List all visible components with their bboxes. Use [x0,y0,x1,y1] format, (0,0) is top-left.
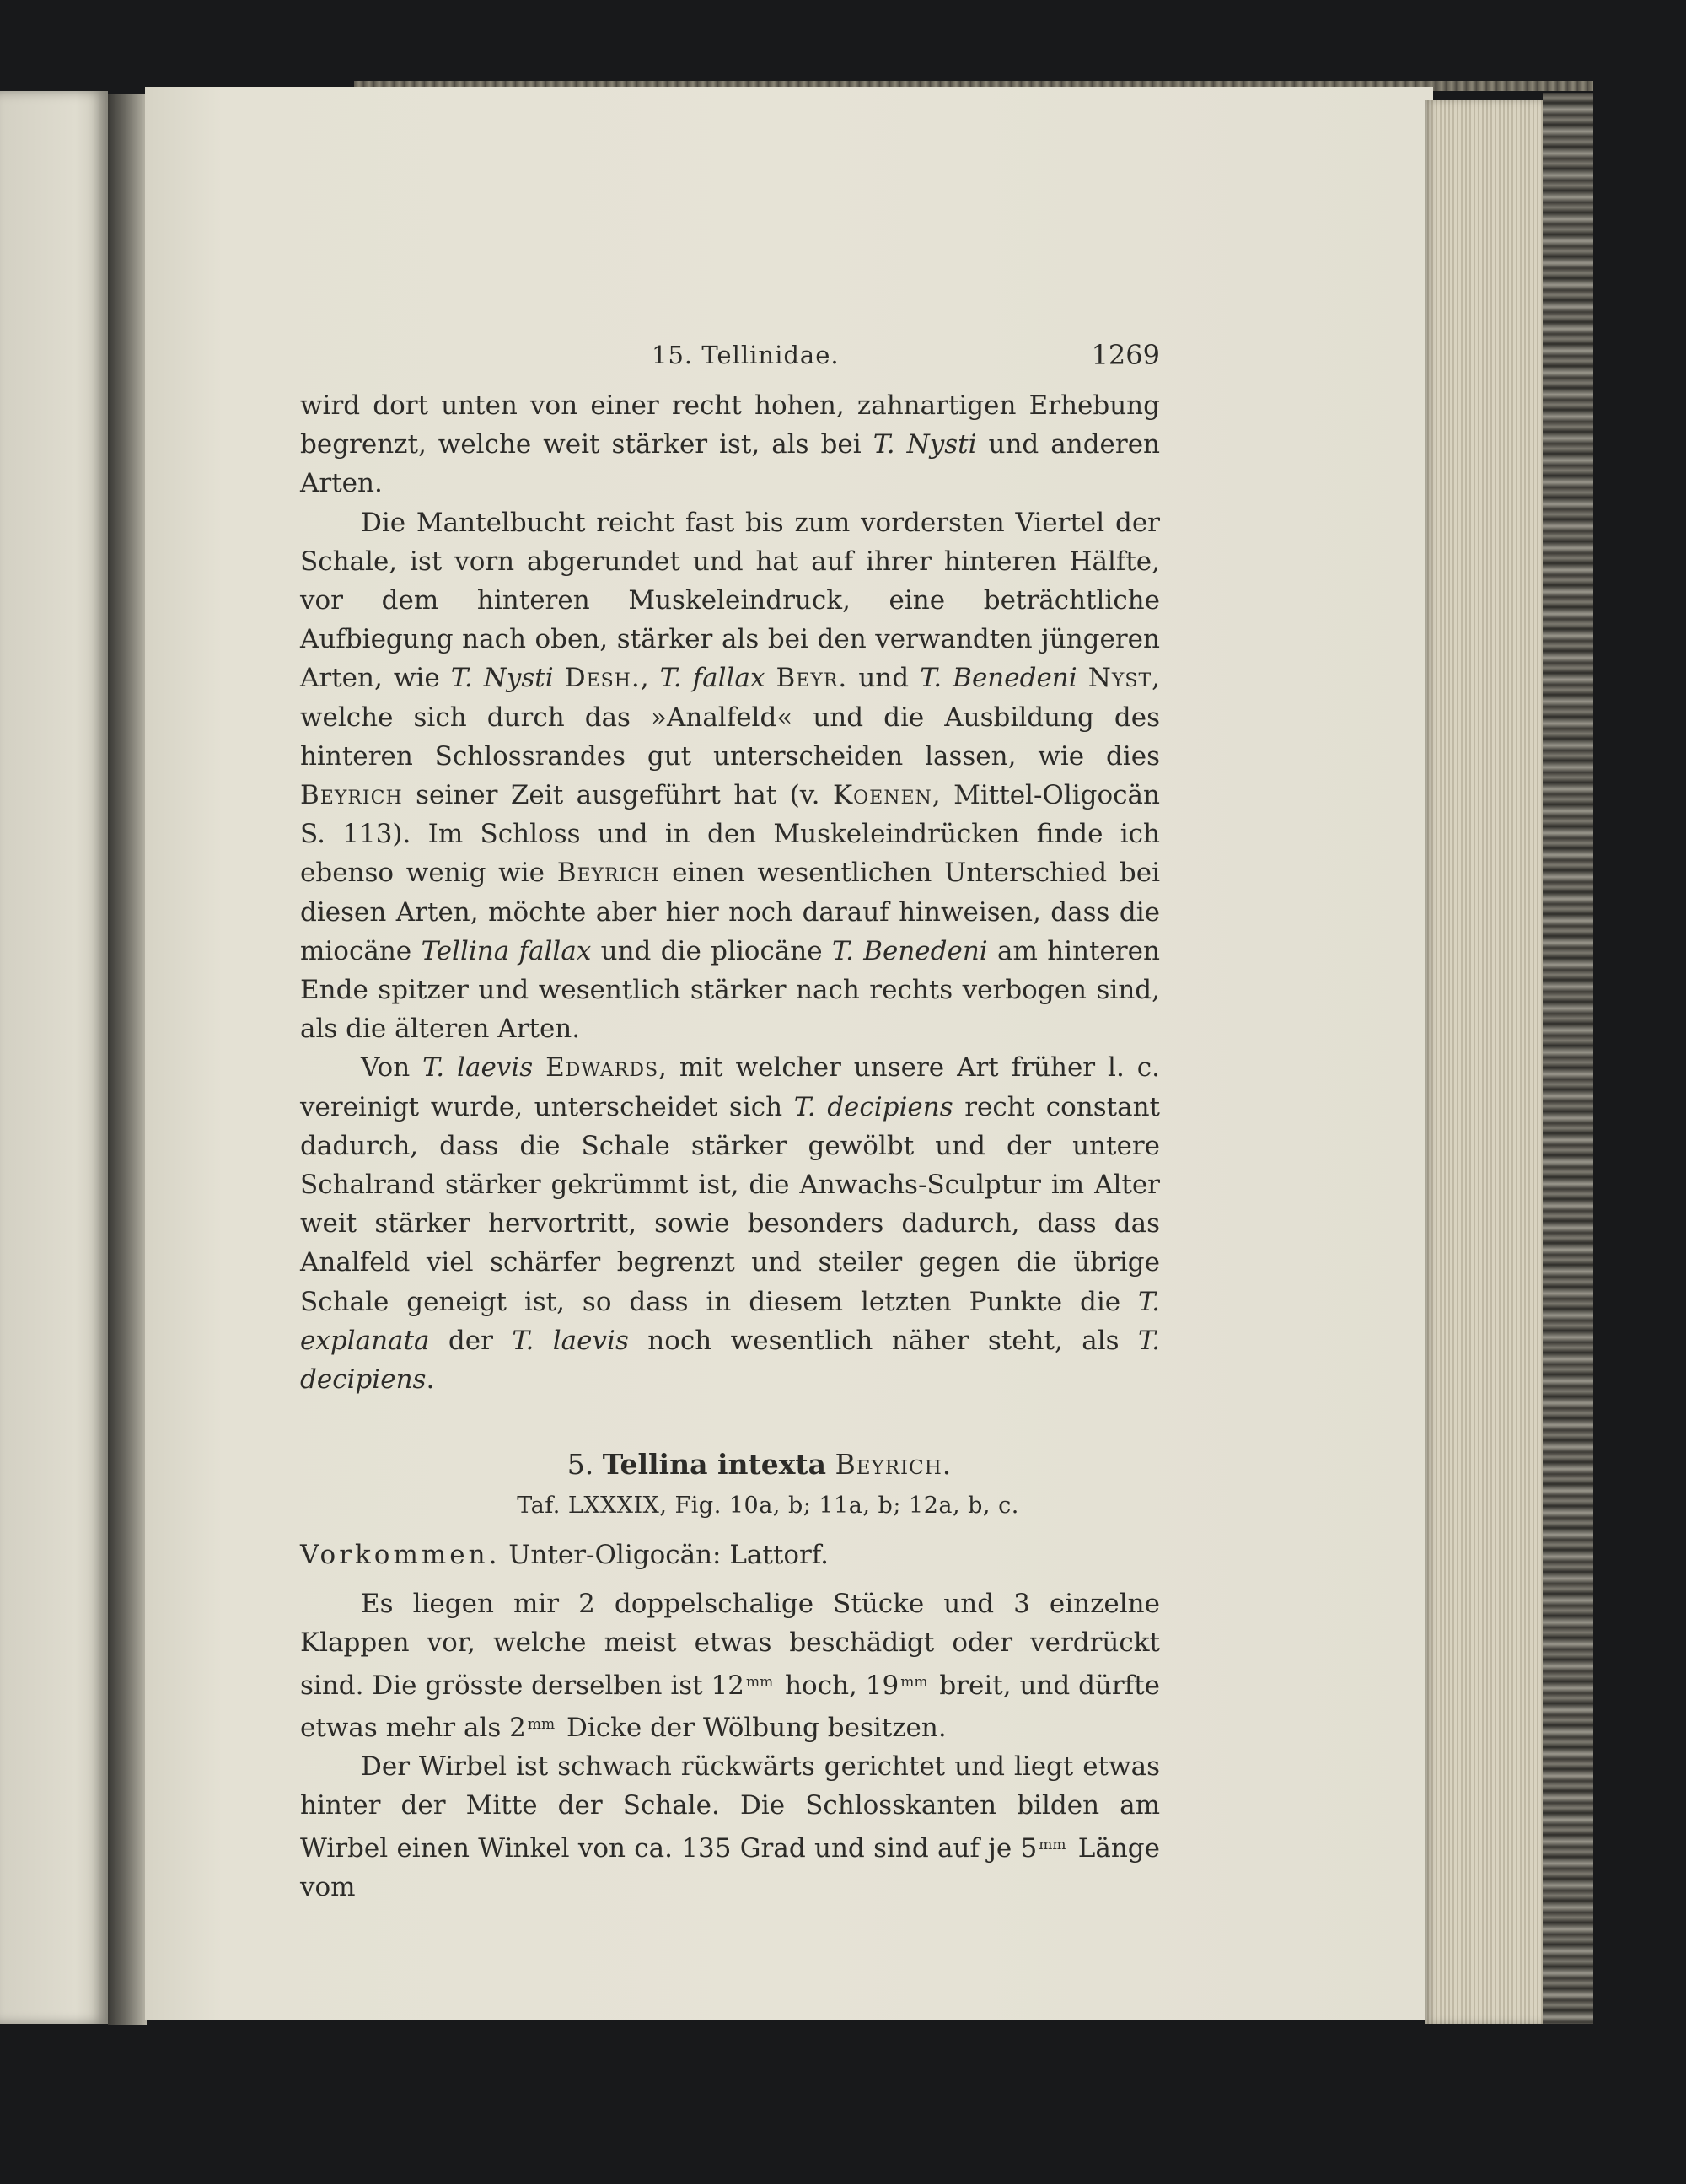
book-gutter [108,94,147,2025]
page-text [300,339,1160,1907]
occurrence-label: Vorkommen. [300,1540,501,1571]
running-head [300,339,1160,386]
occurrence-value: Unter-Oligocän: Lattorf. [508,1540,830,1571]
left-page-edge [0,91,108,2024]
paragraph-4: Es liegen mir 2 doppelschalige Stücke und 3 einzelne Klappen vor, welche meist etwas beschädigt oder verdrückt sind. Die grösste derselben ist 12 $^{mm}$ hoch, 19 $^{mm}$ breit, und dürfte etwas mehr als 2 $^{mm}$ Dicke der Wölbung besitzen. [300,1589,1160,1743]
paragraph-3: Von T. laevis Edwards, mit welcher unsere Art früher l. c. vereinigt wurde, unterscheidet sich T. decipiens recht constant dadurch, dass die Schale stärker gewölbt und der untere Schalrand stärker gekrümmt ist, die Anwachs-Sculptur im Alter weit stärker hervortritt, sowie besonders dadurch, dass das Analfeld viel schärfer begrenzt und steiler gegen die übrige Schale geneigt ist, so dass in diesem letzten Punkte die T. explanata der T. laevis noch wesentlich näher steht, als T. decipiens. [300,1052,1161,1396]
page-number: 1269 [1091,339,1160,371]
paragraph-5: Der Wirbel ist schwach rückwärts gerichtet und liegt etwas hinter der Mitte der Schale. Die Schlosskanten bilden am Wirbel einen Winkel von ca. 135 Grad und sind auf je 5 $^{mm}$ Länge vom [300,1751,1160,1902]
species-number: 5. [566,1448,594,1482]
cover-marbled-edge [1543,93,1593,2024]
section-title: 15. Tellinidae. [652,341,840,369]
species-heading [300,1448,1160,1481]
page-block-edges [1425,100,1543,2024]
paragraph-2: Die Mantelbucht reicht fast bis zum vordersten Viertel der Schale, ist vorn abgerundet und hat auf ihrer hinteren Hälfte, vor dem hinteren Muskeleindruck, eine beträchtliche Aufbiegung nach oben, stärker als bei den verwandten jüngeren Arten, wie T. Nysti Desh., T. fallax Beyr. und T. Benedeni Nyst, welche sich durch das »Analfeld« und die Ausbildung des hinteren Schlossrandes gut unterscheiden lassen, wie dies Beyrich seiner Zeit ausgeführt hat (v. Koenen, Mittel-Oligocän S. 113). Im Schloss und in den Muskeleindrücken finde ich ebenso wenig wie Beyrich einen wesentlichen Unterschied bei diesen Arten, möchte aber hier noch darauf hinweisen, dass die miocäne Tellina fallax und die pliocäne T. Benedeni am hinteren Ende spitzer und wesentlich stärker nach rechts verbogen sind, als die älteren Arten. [300,507,1160,1045]
species-author: Beyrich. [835,1448,953,1482]
occurrence-line [300,1536,1160,1574]
species-name: Tellina intexta [602,1448,827,1482]
paragraph-1: wird dort unten von einer recht hohen, zahnartigen Erhebung begrenzt, welche weit stärker ist, als bei T. Nysti und anderen Arten. [300,390,1161,499]
plate-reference: Taf. LXXXIX, Fig. 10a, b; 11a, b; 12a, b, c. [517,1493,1019,1520]
